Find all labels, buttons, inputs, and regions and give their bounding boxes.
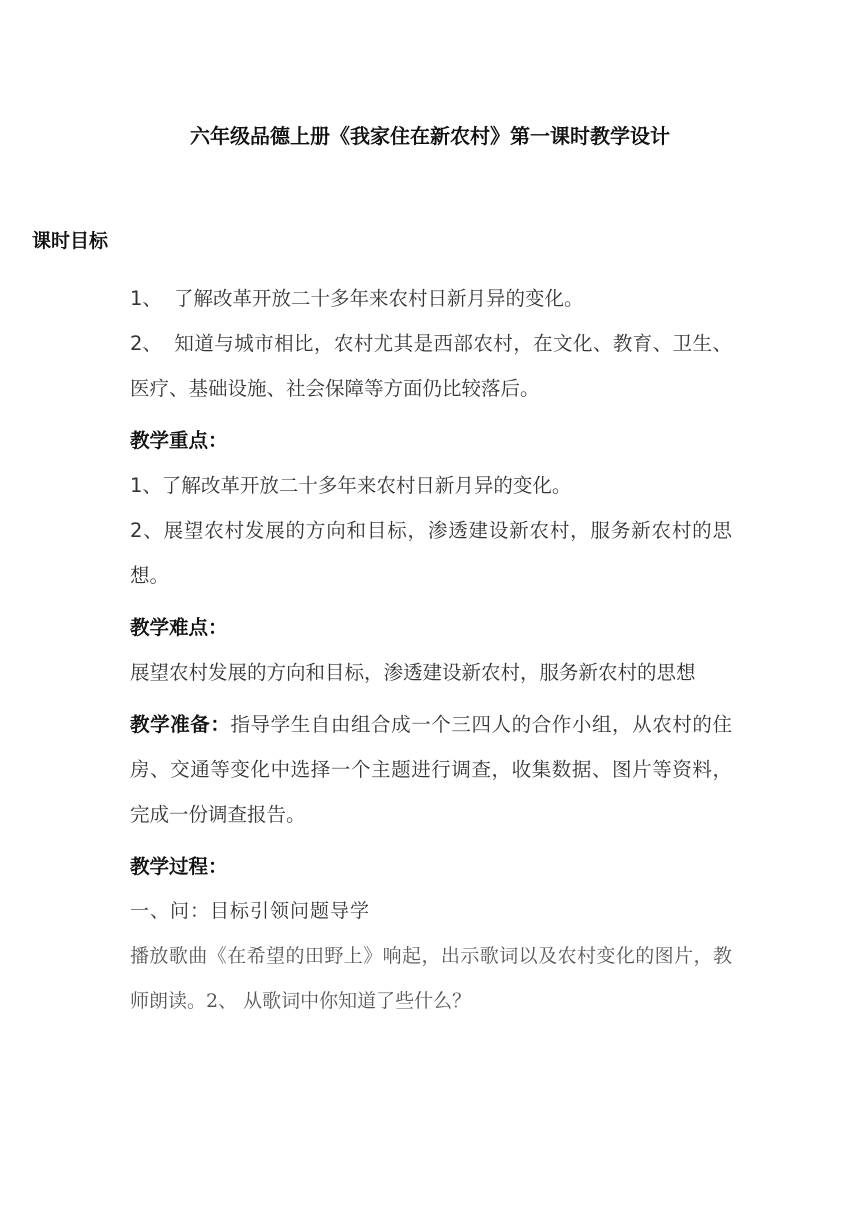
- goal-item-1-number: 1、: [130, 287, 162, 310]
- difficulties-text: 展望农村发展的方向和目标，渗透建设新农村，服务新农村的思想: [130, 661, 696, 684]
- document-body: [130, 276, 732, 1024]
- preparation-text: 指导学生自由组合成一个三四人的合作小组，从农村的住房、交通等变化中选择一个主题进行调查，收集数据、图片等资料，完成一份调查报告。: [130, 713, 732, 826]
- goal-item-2: [130, 321, 732, 411]
- goal-item-1: [130, 276, 732, 321]
- goal-item-1-text: 了解改革开放二十多年来农村日新月异的变化。: [174, 287, 584, 310]
- goal-item-2-text: 知道与城市相比，农村尤其是西部农村，在文化、教育、卫生、医疗、基础设施、社会保障等方面仍比较落后。: [130, 332, 732, 400]
- document-title: 六年级品德上册《我家住在新农村》第一课时教学设计: [190, 124, 670, 148]
- preparation-paragraph: [130, 702, 732, 837]
- key-point-item-2: 2、展望农村发展的方向和目标，渗透建设新农村，服务新农村的思想。: [130, 519, 732, 587]
- process-step-1-text: 播放歌曲《在希望的田野上》响起，出示歌词以及农村变化的图片，教师朗读。2、 从歌词中你知道了些什么？: [130, 945, 732, 1012]
- process-heading: 教学过程：: [130, 855, 228, 878]
- goals-heading: 课时目标: [32, 230, 109, 252]
- goal-item-2-number: 2、: [130, 332, 162, 355]
- difficulties-heading: 教学难点：: [130, 616, 228, 639]
- preparation-label: 教学准备：: [130, 713, 231, 736]
- key-points-heading: 教学重点：: [130, 429, 228, 452]
- key-point-item-1: 1、了解改革开放二十多年来农村日新月异的变化。: [130, 474, 572, 497]
- process-step-1-heading: 一、问：目标引领问题导学: [130, 900, 371, 922]
